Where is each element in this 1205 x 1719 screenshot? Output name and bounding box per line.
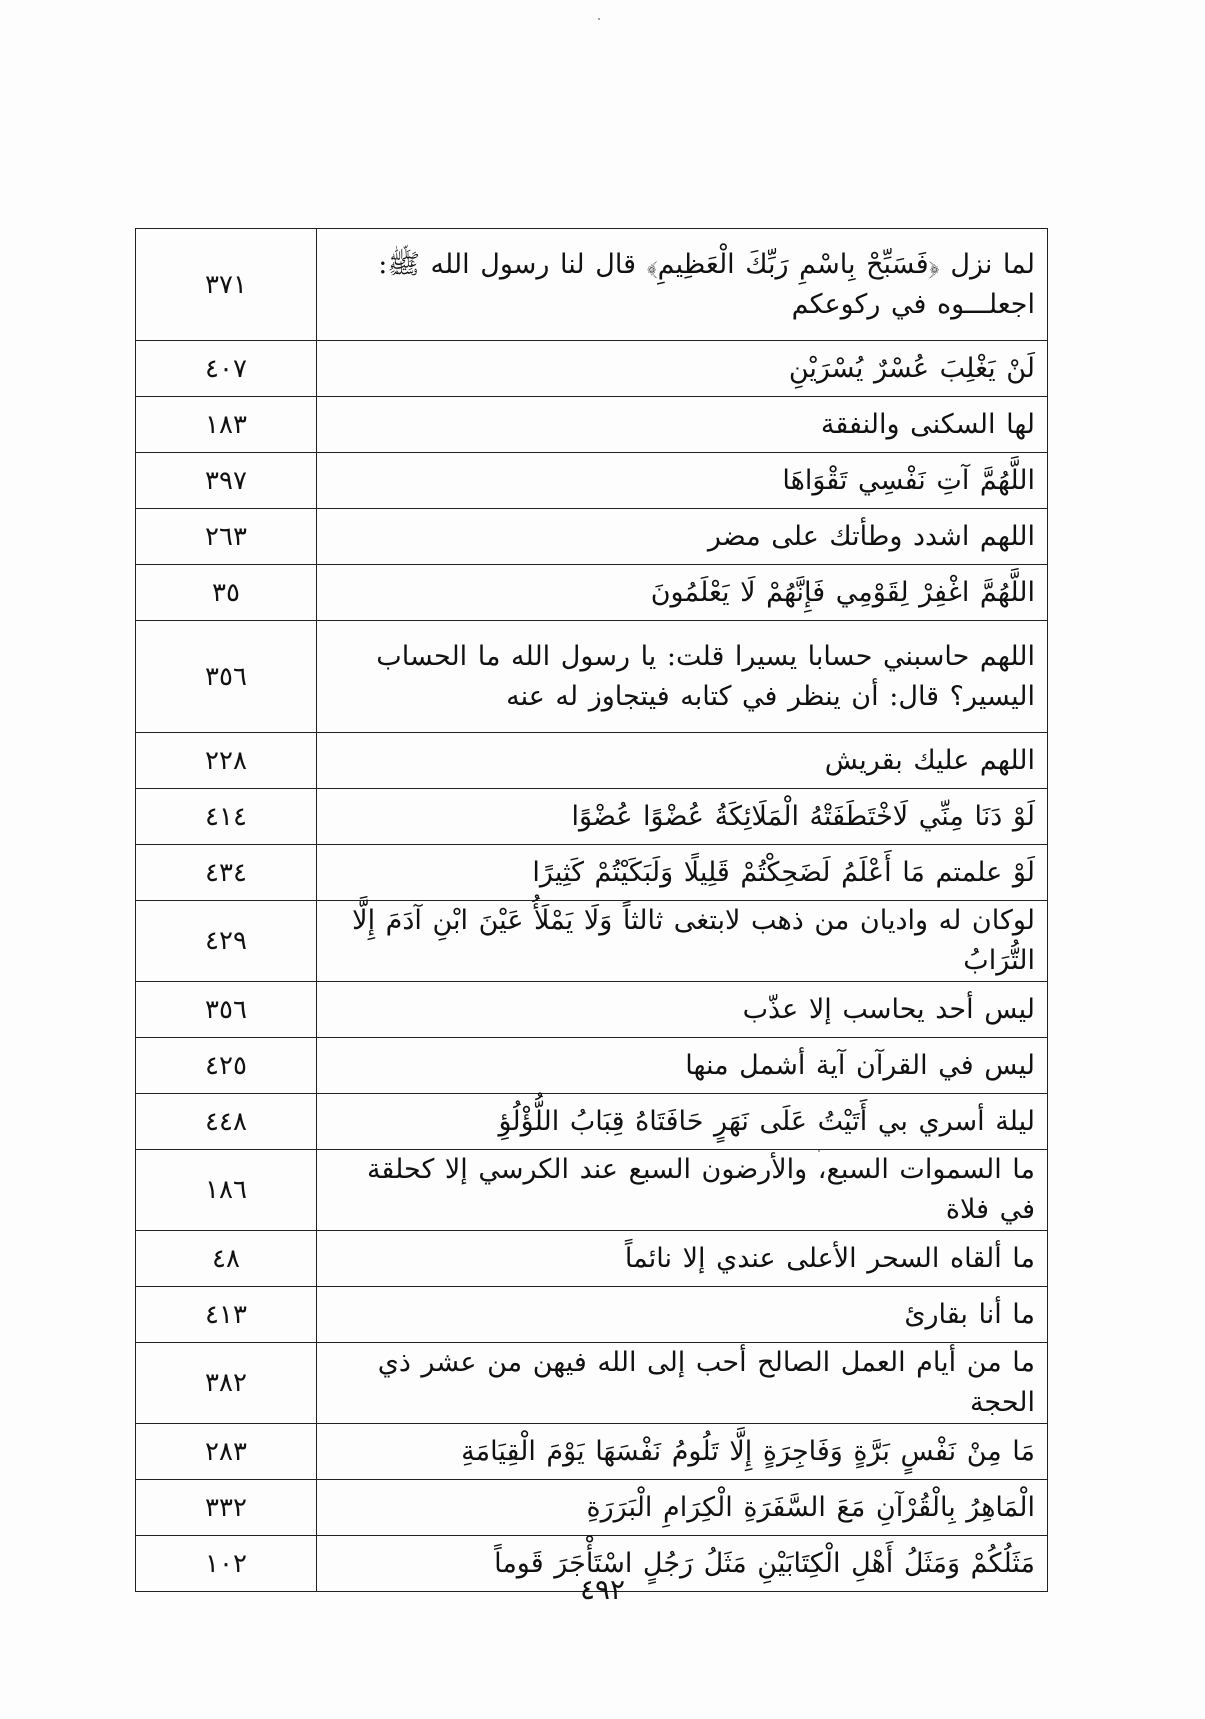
table-body [136, 229, 1048, 1592]
table-row [136, 453, 1048, 509]
hadith-index-table [135, 228, 1048, 1592]
table-row [136, 1480, 1048, 1536]
page-reference-cell: ٤٢٥ [136, 1038, 317, 1094]
page-reference-cell: ٣٩٧ [136, 453, 317, 509]
page-reference-cell: ٣٣٢ [136, 1480, 317, 1536]
hadith-text-cell: ما السموات السبع، والأرضون السبع عند الكرسي إلا كحلقة في فلاة [317, 1150, 1048, 1231]
hadith-text-cell: ليس في القرآن آية أشمل منها [317, 1038, 1048, 1094]
hadith-text-cell: لَوْ علمتم مَا أَعْلَمُ لَضَحِكْتُمْ قَلِيلًا وَلَبَكَيْتُمْ كَثِيرًا [317, 845, 1048, 901]
table-row [136, 509, 1048, 565]
hadith-text-cell: ما ألقاه السحر الأعلى عندي إلا نائماً [317, 1231, 1048, 1287]
table-row [136, 1231, 1048, 1287]
table-row [136, 1424, 1048, 1480]
hadith-text-cell: اللهم حاسبني حسابا يسيرا قلت: يا رسول الله ما الحساب اليسير؟ قال: أن ينظر في كتابه فيتجاوز له عنه [317, 621, 1048, 733]
table-row [136, 565, 1048, 621]
table-row [136, 733, 1048, 789]
hadith-text-cell: لَوْ دَنَا مِنِّي لَاخْتَطَفَتْهُ الْمَلَائِكَةُ عُضْوًا عُضْوًا [317, 789, 1048, 845]
hadith-text-cell: مَا مِنْ نَفْسٍ بَرَّةٍ وَفَاجِرَةٍ إِلَّا تَلُومُ نَفْسَهَا يَوْمَ الْقِيَامَةِ [317, 1424, 1048, 1480]
page-reference-cell: ١٠٢ [136, 1536, 317, 1592]
page-reference-cell: ٤٨ [136, 1231, 317, 1287]
table-row [136, 229, 1048, 341]
page-number: ٤٩٢ [579, 1573, 626, 1606]
table-row [136, 1287, 1048, 1343]
hadith-text-cell: لما نزل ﴿فَسَبِّحْ بِاسْمِ رَبِّكَ الْعَظِيمِ﴾ قال لنا رسول الله ﷺ: اجعلـــوه في ركوعكم [317, 229, 1048, 341]
hadith-text-cell: اللَّهُمَّ اغْفِرْ لِقَوْمِي فَإِنَّهُمْ لَا يَعْلَمُونَ [317, 565, 1048, 621]
page-reference-cell: ٢٢٨ [136, 733, 317, 789]
hadith-text-cell: لوكان له واديان من ذهب لابتغى ثالثاً وَلَا يَمْلَأُ عَيْنَ ابْنِ آدَمَ إِلَّا التُّرَابُ [317, 901, 1048, 982]
hadith-text-cell: ليس أحد يحاسب إلا عذّب [317, 982, 1048, 1038]
table-row [136, 1150, 1048, 1231]
hadith-text-cell: ليلة أسري بي أَتَيْتُ عَلَى نَهَرٍ حَافَتَاهُ قِبَابُ اللُّؤْلُؤِ [317, 1094, 1048, 1150]
hadith-text-cell: اللهم عليك بقريش [317, 733, 1048, 789]
page-reference-cell: ٣٥٦ [136, 982, 317, 1038]
hadith-text-cell: اللهم اشدد وطأتك على مضر [317, 509, 1048, 565]
page-reference-cell: ٣٧١ [136, 229, 317, 341]
hadith-text-cell: الْمَاهِرُ بِالْقُرْآنِ مَعَ السَّفَرَةِ الْكِرَامِ الْبَرَرَةِ [317, 1480, 1048, 1536]
page-reference-cell: ٤٠٧ [136, 341, 317, 397]
page-reference-cell: ٣٥٦ [136, 621, 317, 733]
page-reference-cell: ٣٨٢ [136, 1343, 317, 1424]
table-row [136, 1038, 1048, 1094]
hadith-text-cell: لَنْ يَغْلِبَ عُسْرٌ يُسْرَيْنِ [317, 341, 1048, 397]
table-row [136, 1343, 1048, 1424]
page-reference-cell: ٤١٣ [136, 1287, 317, 1343]
hadith-text-cell: مَثَلُكُمْ وَمَثَلُ أَهْلِ الْكِتَابَيْنِ مَثَلُ رَجُلٍ اسْتَأْجَرَ قَوماً [317, 1536, 1048, 1592]
page-reference-cell: ١٨٦ [136, 1150, 317, 1231]
table-row [136, 901, 1048, 982]
page-reference-cell: ٤٣٤ [136, 845, 317, 901]
hadith-text-cell: ما من أيام العمل الصالح أحب إلى الله فيهن من عشر ذي الحجة [317, 1343, 1048, 1424]
table-row [136, 397, 1048, 453]
table-row [136, 341, 1048, 397]
page-reference-cell: ٢٨٣ [136, 1424, 317, 1480]
page-reference-cell: ٤١٤ [136, 789, 317, 845]
hadith-text-cell: لها السكنى والنفقة [317, 397, 1048, 453]
hadith-text-cell: اللَّهُمَّ آتِ نَفْسِي تَقْوَاهَا [317, 453, 1048, 509]
page-reference-cell: ٤٤٨ [136, 1094, 317, 1150]
table-row [136, 845, 1048, 901]
scan-speck [598, 18, 600, 20]
hadith-text-cell: ما أنا بقارئ [317, 1287, 1048, 1343]
page-reference-cell: ٢٦٣ [136, 509, 317, 565]
page-reference-cell: ٣٥ [136, 565, 317, 621]
table-row [136, 1094, 1048, 1150]
page-reference-cell: ٤٢٩ [136, 901, 317, 982]
table-row [136, 621, 1048, 733]
table-row [136, 789, 1048, 845]
table-row [136, 982, 1048, 1038]
page-reference-cell: ١٨٣ [136, 397, 317, 453]
